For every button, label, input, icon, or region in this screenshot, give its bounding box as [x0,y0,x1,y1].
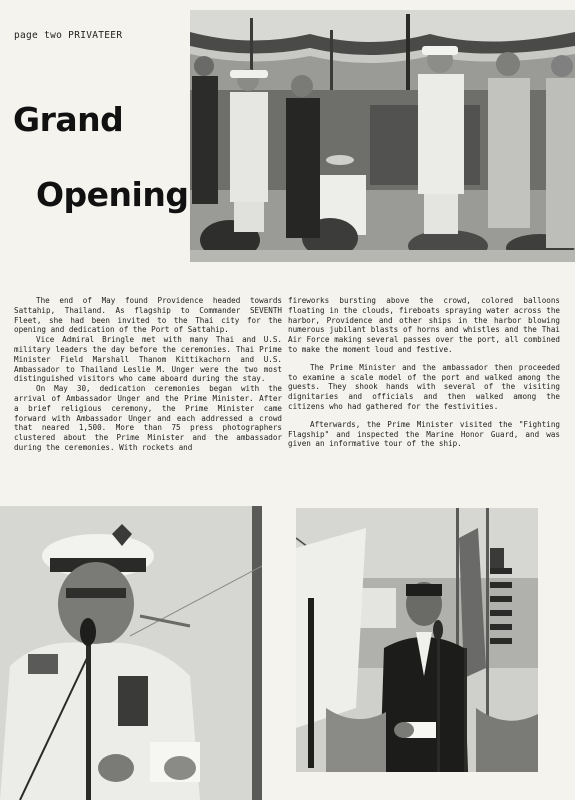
article-paragraph: Afterwards, the Prime Minister visited the "Fighting Flagship" and inspected the Marine Honor Guard, and was given an informative tour of the ship. [288,419,560,449]
article-paragraph: The end of May found Providence headed towards Sattahip, Thailand. As flagship to Commander SEVENTH Fleet, she had been invited to the Thai city for the opening and dedication of the Port of Sattahip. [14,296,282,335]
article-paragraph: Vice Admiral Bringle met with many Thai and U.S. military leaders the day before the ceremonies. Thai Prime Minister Field Marshall Thanom Kittikachorn and U.S. Ambassador to Thailand Leslie M. Unger were the two most distinguished visitors who came aboard during the stay. [14,335,282,384]
photo-speaker-podium [296,508,538,772]
article-column-left [14,296,282,453]
article-paragraph: fireworks bursting above the crowd, colored balloons floating in the clouds, fireboats spraying water across the harbor, Providence and other ships in the harbor blowing numerous jubilant blasts of horns and whistles and the Thai Air Force making several passes over the port, all combined to make the moment loud and festive. [288,296,560,354]
photo-reviewing-stand [190,10,575,262]
photo-admiral-speaking [0,506,262,800]
article-paragraph: The Prime Minister and the ambassador then proceeded to examine a scale model of the port and walked among the guests. They shook hands with several of the visiting dignitaries and officials and then walked among the citizens who had gathered for the festivities. [288,362,560,411]
article-title-line-2: Opening [36,175,189,214]
article-column-right [288,296,560,449]
article-paragraph: On May 30, dedication ceremonies began with the arrival of Ambassador Unger and the Prime Minister. After a brief religious ceremony, the Prime Minister came forward with Ambassador Unger and each addressed a crowd that neared 1,500. More than 75 press photographers clustered about the Prime Minister and the ambassador during the ceremonies. With rockets and [14,384,282,452]
article-title-line-1: Grand [13,100,124,139]
page-header: page two PRIVATEER [14,30,123,41]
